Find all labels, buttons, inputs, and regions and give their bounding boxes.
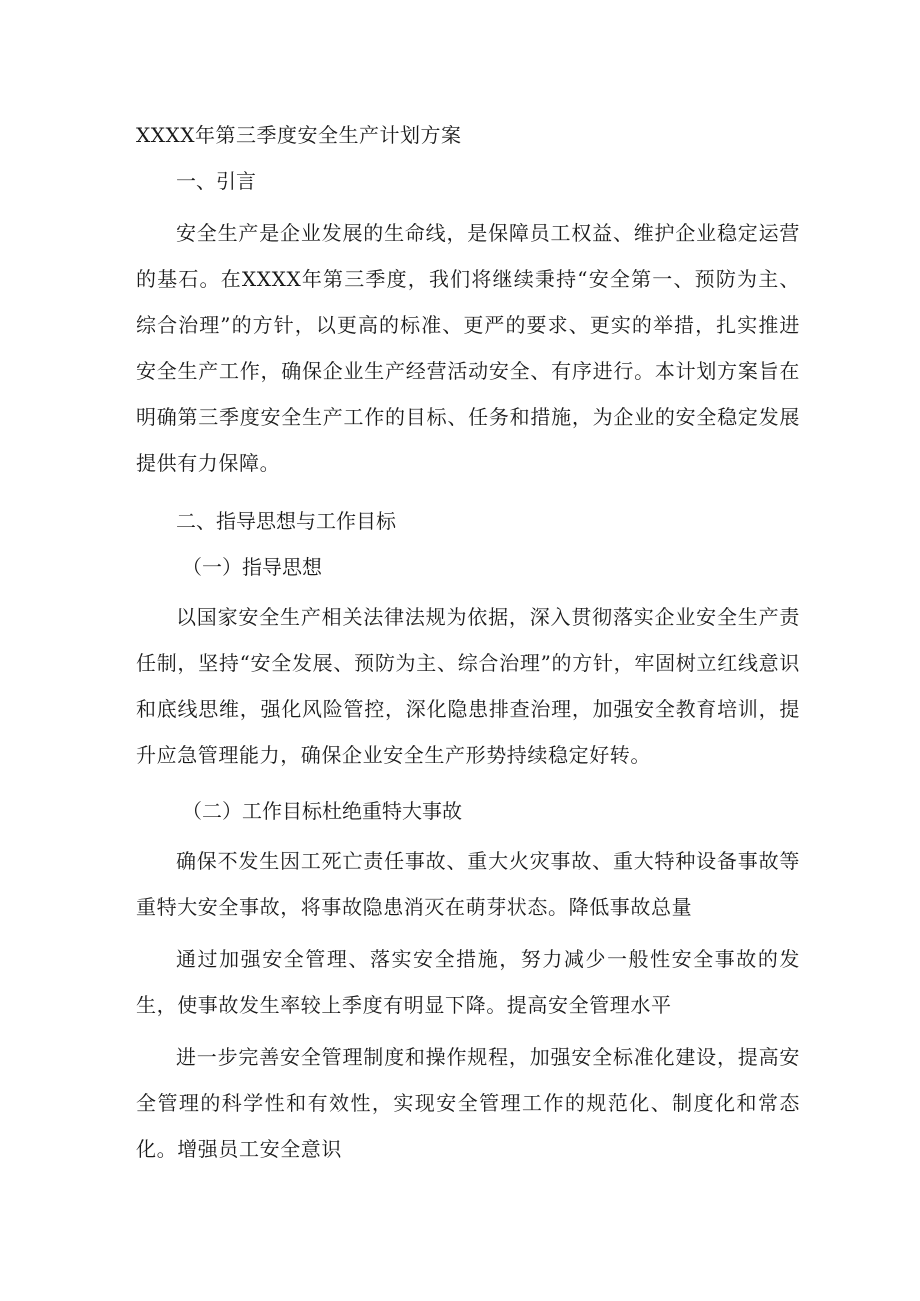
introduction-paragraph: 安全生产是企业发展的生命线，是保障员工权益、维护企业稳定运营的基石。在XXXX年第三季度，我们将继续秉持“安全第一、预防为主、综合治理”的方针，以更高的标准、更严的要求、更实的举措，扎实推进安全生产工作，确保企业生产经营活动安全、有序进行。本计划方案旨在明确第三季度安全生产工作的目标、任务和措施，为企业的安全稳定发展提供有力保障。: [136, 221, 800, 475]
section-heading-guiding-ideology-and-goals: 二、指导思想与工作目标: [176, 509, 396, 533]
document-body: [136, 118, 800, 1172]
goal-paragraph-no-major-accidents: 确保不发生因工死亡责任事故、重大火灾事故、重大特种设备事故等重特大安全事故，将事故隐患消灭在萌芽状态。降低事故总量: [136, 849, 800, 919]
goal-paragraph-reduce-accidents: 通过加强安全管理、落实安全措施，努力减少一般性安全事故的发生，使事故发生率较上季度有明显下降。提高安全管理水平: [136, 947, 800, 1017]
section-heading-introduction: 一、引言: [176, 169, 256, 193]
document-title: XXXX年第三季度安全生产计划方案: [136, 123, 462, 147]
guiding-ideology-paragraph: 以国家安全生产相关法律法规为依据，深入贯彻落实企业安全生产责任制，坚持“安全发展、预防为主、综合治理”的方针，牢固树立红线意识和底线思维，强化风险管控，深化隐患排查治理，加强安全教育培训，提升应急管理能力，确保企业安全生产形势持续稳定好转。: [136, 605, 800, 767]
subsection-heading-work-goals: （二）工作目标杜绝重特大事故: [182, 799, 462, 823]
goal-paragraph-improve-management: 进一步完善安全管理制度和操作规程，加强安全标准化建设，提高安全管理的科学性和有效性，实现安全管理工作的规范化、制度化和常态化。增强员工安全意识: [136, 1045, 800, 1161]
subsection-heading-guiding-ideology: （一）指导思想: [182, 555, 322, 579]
